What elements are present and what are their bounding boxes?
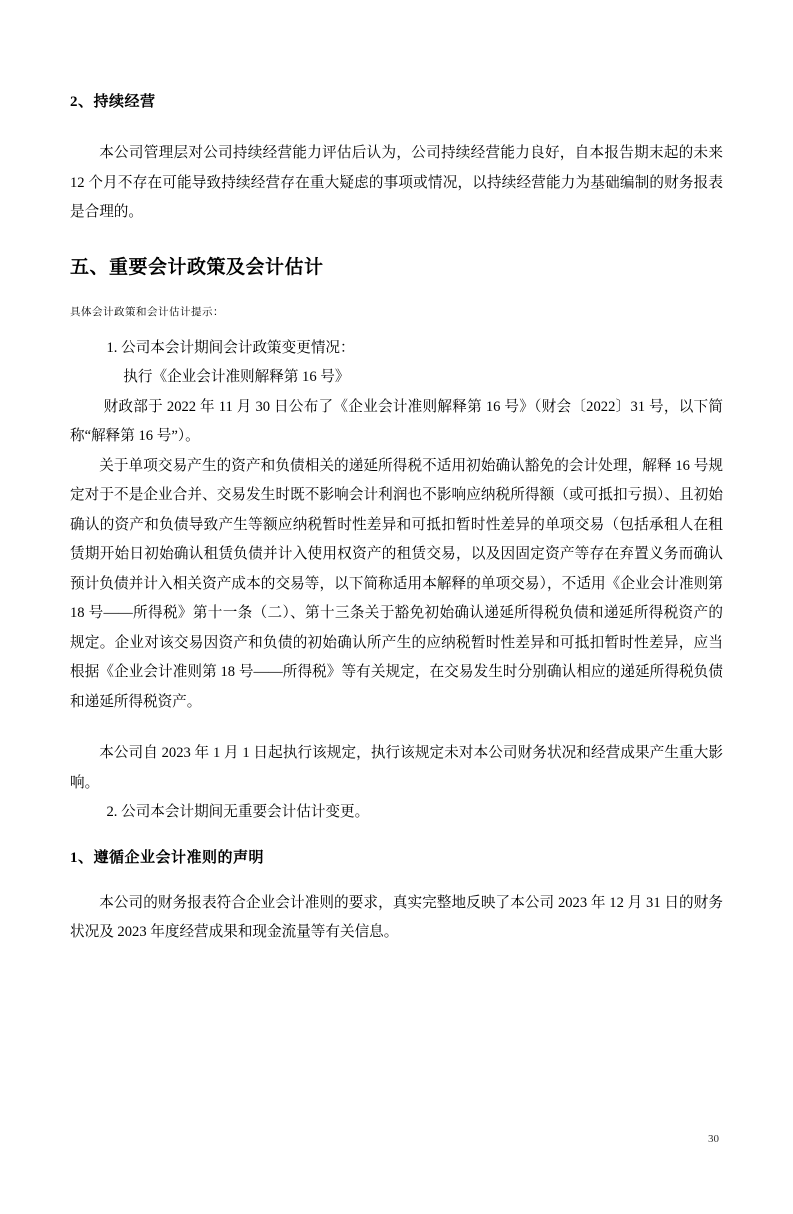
page-content [0, 92, 793, 948]
para-interpretation-detail: 关于单项交易产生的资产和负债相关的递延所得税不适用初始确认豁免的会计处理，解释 16 号规定对于不是企业合并、交易发生时既不影响会计利润也不影响应纳税所得额（或可抵扣亏损）、且初始确认的资产和负债导致产生等额应纳税暂时性差异和可抵扣暂时性差异的单项交易（包括承租人在租赁期开始日初始确认租赁负债并计入使用权资产的租赁交易，以及因固定资产等存在弃置义务而确认预计负债并计入相关资产成本的交易等，以下简称适用本解释的单项交易），不适用《企业会计准则第 18 号——所得税》第十一条（二）、第十三条关于豁免初始确认递延所得税负债和递延所得税资产的规定。企业对该交易因资产和负债的初始确认所产生的应纳税暂时性差异和可抵扣暂时性差异，应当根据《企业会计准则第 18 号——所得税》等有关规定，在交易发生时分别确认相应的递延所得税负债和递延所得税资产。 [70, 457, 723, 710]
item-policy-change: 1. 公司本会计期间会计政策变更情况： [106, 339, 355, 356]
item-no-estimate-change: 2. 公司本会计期间无重要会计估计变更。 [106, 804, 370, 820]
document-page [0, 92, 793, 1214]
heading-compliance-statement: 1、遵循企业会计准则的声明 [70, 849, 265, 866]
heading-section5-accounting-policies: 五、重要会计政策及会计估计 [70, 256, 324, 278]
heading-going-concern: 2、持续经营 [70, 94, 156, 110]
para-effective-date: 本公司自 2023 年 1 月 1 日起执行该规定，执行该规定未对本公司财务状况和经营成果产生重大影响。 [70, 745, 723, 791]
page-number: 30 [708, 1133, 719, 1145]
note-policy-hint: 具体会计政策和会计估计提示： [70, 306, 224, 318]
para-mof-announcement: 财政部于 2022 年 11 月 30 日公布了《企业会计准则解释第 16 号》（财会〔2022〕31 号，以下简称“解释第 16 号”）。 [70, 398, 723, 444]
para-compliance-statement: 本公司的财务报表符合企业会计准则的要求，真实完整地反映了本公司 2023 年 12 月 31 日的财务状况及 2023 年度经营成果和现金流量等有关信息。 [70, 894, 723, 940]
line-implementation-interpretation16: 执行《企业会计准则解释第 16 号》 [123, 369, 350, 385]
para-going-concern: 本公司管理层对公司持续经营能力评估后认为，公司持续经营能力良好，自本报告期末起的未来 12 个月不存在可能导致持续经营存在重大疑虑的事项或情况，以持续经营能力为基础编制的财务报表是合理的。 [70, 145, 723, 220]
